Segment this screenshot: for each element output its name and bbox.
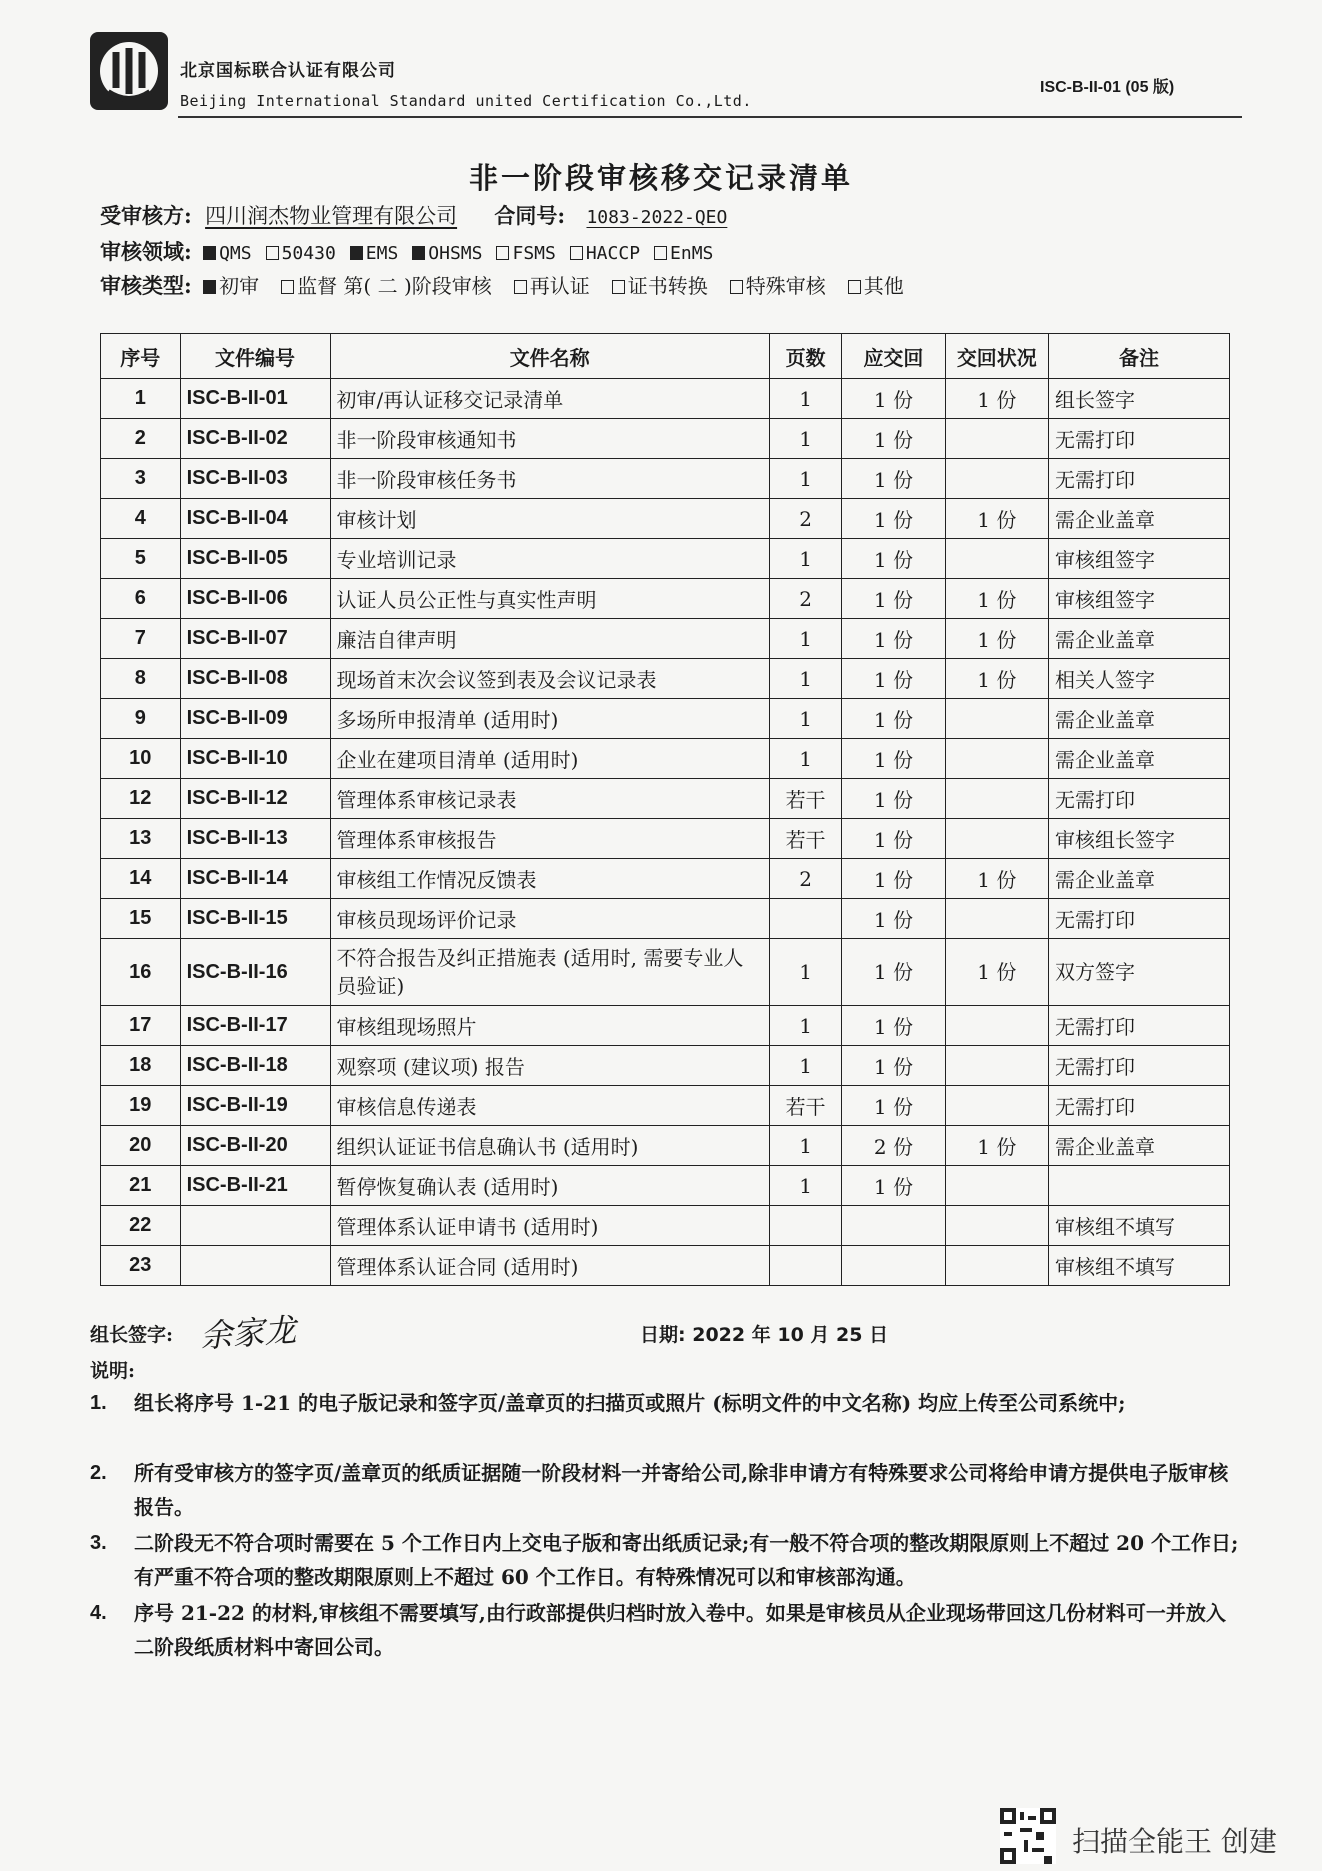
checked-box-icon[interactable] [350,246,363,260]
leader-signature: 余家龙 [198,1310,298,1356]
audit-domain-option[interactable] [266,243,336,264]
audit-type-option[interactable] [612,274,708,298]
watermark-text: 扫描全能王 创建 [1072,1825,1277,1858]
remark: 无需打印 [1049,779,1230,819]
return-status [945,459,1048,499]
file-name: 审核组工作情况反馈表 [330,859,769,899]
page-count: 2 [769,499,841,539]
column-header: 备注 [1049,334,1230,379]
table-row [101,1246,1230,1286]
table-row [101,859,1230,899]
note-item [90,1386,1240,1420]
file-name: 管理体系认证合同 (适用时) [330,1246,769,1286]
remark: 无需打印 [1049,1006,1230,1046]
remark: 无需打印 [1049,899,1230,939]
copies-due: 1 份 [842,459,945,499]
option-label: 特殊审核 [745,274,826,298]
return-status [945,779,1048,819]
copies-due: 1 份 [842,739,945,779]
unchecked-box-icon[interactable] [570,246,583,260]
option-label: FSMS [512,243,556,264]
table-row [101,819,1230,859]
option-label: QMS [219,243,252,264]
copies-due: 1 份 [842,419,945,459]
checked-box-icon[interactable] [203,280,216,294]
table-row [101,1046,1230,1086]
date-value: 2022 年 10 月 25 日 [692,1324,889,1346]
column-header: 序号 [101,334,181,379]
file-name: 审核组现场照片 [330,1006,769,1046]
page-count [769,1206,841,1246]
qr-code-icon [1000,1808,1056,1864]
return-status: 1 份 [945,499,1048,539]
copies-due [842,1206,945,1246]
audit-domain-option[interactable] [570,243,640,264]
date-label: 日期: [640,1324,686,1346]
remark: 需企业盖章 [1049,1126,1230,1166]
row-number: 23 [101,1246,181,1286]
leader-sign-label: 组长签字: [90,1324,174,1346]
notes-title: 说明: [90,1360,136,1382]
header-divider [178,116,1242,118]
note-number: 4. [90,1602,107,1624]
option-label: EMS [365,243,399,264]
file-code: ISC-B-II-14 [180,859,330,899]
row-number: 3 [101,459,181,499]
remark: 审核组签字 [1049,539,1230,579]
unchecked-box-icon[interactable] [266,246,279,260]
option-label: 其他 [863,274,904,298]
file-code: ISC-B-II-08 [180,659,330,699]
column-header: 应交回 [842,334,945,379]
row-number: 2 [101,419,181,459]
document-code: ISC-B-II-01 (05 版) [1040,79,1175,96]
return-status: 1 份 [945,619,1048,659]
unchecked-box-icon[interactable] [654,246,667,260]
remark: 无需打印 [1049,459,1230,499]
row-number: 22 [101,1206,181,1246]
return-status [945,739,1048,779]
note-number: 3. [90,1532,107,1554]
note-text: 序号 21-22 的材料,审核组不需要填写,由行政部提供归档时放入卷中。如果是审核员从企业现场带回这几份材料可一并放入二阶段纸质材料中寄回公司。 [134,1601,1226,1659]
table-header-row [101,334,1230,379]
page-count [769,899,841,939]
auditee-row [100,200,727,230]
copies-due: 1 份 [842,579,945,619]
unchecked-box-icon[interactable] [848,280,861,294]
return-status: 1 份 [945,579,1048,619]
table-row [101,579,1230,619]
file-name: 管理体系审核报告 [330,819,769,859]
remark: 审核组不填写 [1049,1246,1230,1286]
row-number: 4 [101,499,181,539]
note-text: 所有受审核方的签字页/盖章页的纸质证据随一阶段材料一并寄给公司,除非申请方有特殊要求公司将给申请方提供电子版审核报告。 [134,1461,1229,1519]
remark [1049,1166,1230,1206]
page-count: 1 [769,699,841,739]
return-status [945,419,1048,459]
return-status: 1 份 [945,659,1048,699]
option-label: 监督 第( 二 )阶段审核 [297,274,492,298]
audit-domain-option[interactable] [203,243,252,264]
file-name: 审核员现场评价记录 [330,899,769,939]
copies-due [842,1246,945,1286]
checked-box-icon[interactable] [203,246,216,260]
company-logo-icon [88,30,170,112]
row-number: 17 [101,1006,181,1046]
copies-due: 1 份 [842,539,945,579]
copies-due: 1 份 [842,699,945,739]
company-name-cn: 北京国标联合认证有限公司 [180,61,396,81]
audit-domain-option[interactable] [654,243,713,264]
copies-due: 2 份 [842,1126,945,1166]
checked-box-icon[interactable] [412,246,425,260]
audit-type-option[interactable] [281,274,492,298]
page-count: 1 [769,419,841,459]
option-label: OHSMS [428,243,483,264]
copies-due: 1 份 [842,1046,945,1086]
page-count: 若干 [769,779,841,819]
note-item [90,1526,1240,1594]
copies-due: 1 份 [842,1086,945,1126]
table-row [101,459,1230,499]
row-number: 9 [101,699,181,739]
row-number: 20 [101,1126,181,1166]
file-code: ISC-B-II-16 [180,939,330,1006]
file-code: ISC-B-II-17 [180,1006,330,1046]
page-count: 1 [769,1046,841,1086]
unchecked-box-icon[interactable] [281,280,294,294]
table-row [101,659,1230,699]
row-number: 21 [101,1166,181,1206]
file-name: 管理体系认证申请书 (适用时) [330,1206,769,1246]
return-status [945,1166,1048,1206]
unchecked-box-icon[interactable] [514,280,527,294]
return-status: 1 份 [945,379,1048,419]
return-status: 1 份 [945,1126,1048,1166]
file-code: ISC-B-II-02 [180,419,330,459]
page-count: 1 [769,659,841,699]
page-count: 1 [769,379,841,419]
file-name: 廉洁自律声明 [330,619,769,659]
table-row [101,899,1230,939]
remark: 组长签字 [1049,379,1230,419]
option-label: 50430 [281,243,336,264]
copies-due: 1 份 [842,659,945,699]
page-count: 1 [769,1166,841,1206]
table-row [101,1206,1230,1246]
file-name: 组织认证证书信息确认书 (适用时) [330,1126,769,1166]
unchecked-box-icon[interactable] [730,280,743,294]
remark: 审核组签字 [1049,579,1230,619]
copies-due: 1 份 [842,379,945,419]
auditee-label: 受审核方: [100,203,192,228]
file-code: ISC-B-II-21 [180,1166,330,1206]
remark: 审核组不填写 [1049,1206,1230,1246]
page-count: 2 [769,859,841,899]
return-status: 1 份 [945,939,1048,1006]
file-code: ISC-B-II-20 [180,1126,330,1166]
file-name: 审核计划 [330,499,769,539]
records-table [100,333,1230,1286]
file-name: 初审/再认证移交记录清单 [330,379,769,419]
remark: 无需打印 [1049,1046,1230,1086]
file-code: ISC-B-II-18 [180,1046,330,1086]
table-row [101,539,1230,579]
file-name: 不符合报告及纠正措施表 (适用时, 需要专业人员验证) [330,939,769,1006]
file-code: ISC-B-II-19 [180,1086,330,1126]
file-code: ISC-B-II-03 [180,459,330,499]
table-row [101,1166,1230,1206]
page-count: 若干 [769,819,841,859]
row-number: 8 [101,659,181,699]
sign-date [640,1320,888,1347]
audit-domain-row [100,236,727,266]
file-code: ISC-B-II-01 [180,379,330,419]
row-number: 10 [101,739,181,779]
note-item [90,1456,1240,1524]
audit-type-option[interactable] [203,274,259,298]
file-name: 专业培训记录 [330,539,769,579]
column-header: 页数 [769,334,841,379]
contract-label: 合同号: [494,203,566,228]
file-code: ISC-B-II-04 [180,499,330,539]
copies-due: 1 份 [842,939,945,1006]
page-count [769,1246,841,1286]
page-count: 1 [769,1126,841,1166]
audit-domain-label: 审核领域: [100,239,192,264]
table-row [101,699,1230,739]
file-name: 非一阶段审核通知书 [330,419,769,459]
audit-type-label: 审核类型: [100,273,192,298]
row-number: 12 [101,779,181,819]
column-header: 文件名称 [330,334,769,379]
audit-domain-options [203,239,727,264]
file-code [180,1246,330,1286]
table-row [101,1126,1230,1166]
return-status [945,699,1048,739]
table-row [101,939,1230,1006]
return-status [945,1046,1048,1086]
return-status [945,899,1048,939]
row-number: 13 [101,819,181,859]
page-count: 1 [769,539,841,579]
file-code: ISC-B-II-12 [180,779,330,819]
records-table-body [101,379,1230,1286]
file-code: ISC-B-II-15 [180,899,330,939]
file-name: 多场所申报清单 (适用时) [330,699,769,739]
remark: 需企业盖章 [1049,739,1230,779]
return-status [945,1006,1048,1046]
audit-type-option[interactable] [730,274,826,298]
table-row [101,419,1230,459]
table-row [101,1006,1230,1046]
remark: 相关人签字 [1049,659,1230,699]
return-status [945,1086,1048,1126]
note-item [90,1596,1240,1664]
file-code: ISC-B-II-13 [180,819,330,859]
table-row [101,499,1230,539]
copies-due: 1 份 [842,779,945,819]
copies-due: 1 份 [842,859,945,899]
table-row [101,1086,1230,1126]
copies-due: 1 份 [842,819,945,859]
remark: 需企业盖章 [1049,499,1230,539]
row-number: 1 [101,379,181,419]
remark: 需企业盖章 [1049,859,1230,899]
row-number: 19 [101,1086,181,1126]
note-number: 1. [90,1392,107,1414]
note-text: 二阶段无不符合项时需要在 5 个工作日内上交电子版和寄出纸质记录;有一般不符合项的整改期限原则上不超过 20 个工作日;有严重不符合项的整改期限原则上不超过 60 个工作日。有特殊情况可以和审核部沟通。 [134,1531,1239,1589]
table-row [101,619,1230,659]
copies-due: 1 份 [842,499,945,539]
return-status: 1 份 [945,859,1048,899]
copies-due: 1 份 [842,1006,945,1046]
company-name-en: Beijing International Standard united Certification Co.,Ltd. [180,92,752,110]
row-number: 18 [101,1046,181,1086]
row-number: 6 [101,579,181,619]
option-label: 初审 [219,274,260,298]
return-status [945,819,1048,859]
remark: 需企业盖章 [1049,619,1230,659]
page-count: 1 [769,1006,841,1046]
return-status [945,539,1048,579]
file-name: 认证人员公正性与真实性声明 [330,579,769,619]
page-count: 1 [769,939,841,1006]
audit-type-options [203,273,926,298]
remark: 无需打印 [1049,1086,1230,1126]
option-label: HACCP [585,243,641,264]
column-header: 交回状况 [945,334,1048,379]
page-count: 1 [769,739,841,779]
page-count: 2 [769,579,841,619]
copies-due: 1 份 [842,619,945,659]
audit-domain-option[interactable] [412,243,482,264]
row-number: 5 [101,539,181,579]
unchecked-box-icon[interactable] [612,280,625,294]
file-name: 企业在建项目清单 (适用时) [330,739,769,779]
document-title: 非一阶段审核移交记录清单 [468,161,853,195]
copies-due: 1 份 [842,899,945,939]
page-count: 1 [769,619,841,659]
contract-value: 1083-2022-QEO [586,207,728,228]
copies-due: 1 份 [842,1166,945,1206]
file-code: ISC-B-II-05 [180,539,330,579]
remark: 无需打印 [1049,419,1230,459]
option-label: 证书转换 [627,274,708,298]
table-row [101,779,1230,819]
table-row [101,379,1230,419]
file-name: 审核信息传递表 [330,1086,769,1126]
row-number: 14 [101,859,181,899]
option-label: 再认证 [529,274,590,298]
table-row [101,739,1230,779]
auditee-value: 四川润杰物业管理有限公司 [205,204,458,228]
file-name: 管理体系审核记录表 [330,779,769,819]
page-count: 若干 [769,1086,841,1126]
audit-type-option[interactable] [848,274,904,298]
file-code: ISC-B-II-07 [180,619,330,659]
row-number: 15 [101,899,181,939]
audit-domain-option[interactable] [350,243,399,264]
row-number: 16 [101,939,181,1006]
file-name: 现场首末次会议签到表及会议记录表 [330,659,769,699]
file-code [180,1206,330,1246]
remark: 需企业盖章 [1049,699,1230,739]
column-header: 文件编号 [180,334,330,379]
page-count: 1 [769,459,841,499]
return-status [945,1206,1048,1246]
file-name: 非一阶段审核任务书 [330,459,769,499]
row-number: 7 [101,619,181,659]
file-name: 暂停恢复确认表 (适用时) [330,1166,769,1206]
file-code: ISC-B-II-10 [180,739,330,779]
unchecked-box-icon[interactable] [496,246,509,260]
file-code: ISC-B-II-09 [180,699,330,739]
audit-type-row [100,270,926,300]
audit-domain-option[interactable] [496,243,555,264]
note-number: 2. [90,1462,107,1484]
option-label: EnMS [670,243,714,264]
file-name: 观察项 (建议项) 报告 [330,1046,769,1086]
file-code: ISC-B-II-06 [180,579,330,619]
note-text: 组长将序号 1-21 的电子版记录和签字页/盖章页的扫描页或照片 (标明文件的中文名称) 均应上传至公司系统中; [134,1391,1126,1415]
audit-type-option[interactable] [514,274,590,298]
remark: 双方签字 [1049,939,1230,1006]
remark: 审核组长签字 [1049,819,1230,859]
return-status [945,1246,1048,1286]
